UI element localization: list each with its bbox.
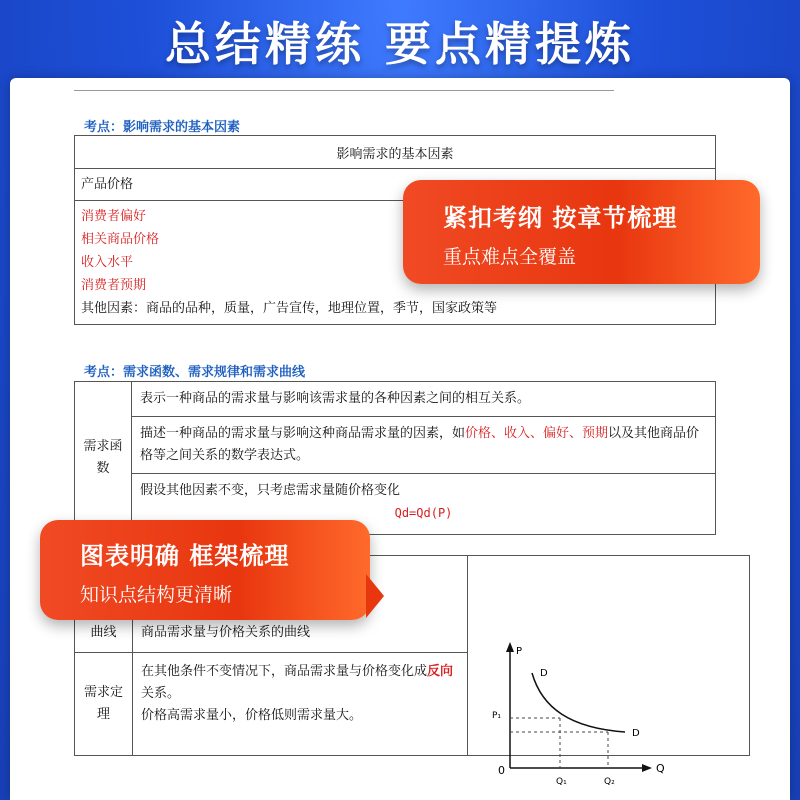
- description-text: 描述一种商品的需求量与影响这种商品需求量的因素，如: [140, 426, 466, 441]
- curve-end-label: D: [632, 728, 640, 739]
- factor-item: 相关商品价格: [81, 232, 160, 247]
- curve-text: 商品需求量与价格关系的曲线: [133, 556, 468, 653]
- q2-label: Q₂: [604, 777, 615, 787]
- callout-framework: [40, 520, 370, 620]
- curve-label: 曲线: [75, 556, 133, 653]
- factor-item: 收入水平: [81, 255, 134, 270]
- assumption-text: 假设其他因素不变，只考虑需求量随价格变化: [140, 483, 401, 498]
- description-row: [132, 417, 716, 474]
- factors-header: 影响需求的基本因素: [75, 136, 716, 169]
- callout-framework-subtitle: 知识点结构更清晰: [80, 584, 233, 606]
- demand-formula: Qd=Qd(P): [394, 506, 453, 520]
- law-label: 需求定理: [75, 653, 133, 756]
- callout-outline-subtitle: 重点难点全覆盖: [443, 246, 577, 268]
- demand-function-label: 需求函数: [75, 382, 132, 535]
- factor-item: 消费者预期: [81, 278, 147, 293]
- origin-label: 0: [498, 764, 505, 777]
- price-row: 产品价格: [75, 169, 716, 201]
- axis-p-label: P: [516, 646, 523, 657]
- law-text-pre: 在其他条件不变情况下，商品需求量与价格变化成: [141, 664, 428, 679]
- p-axis-arrow: [506, 642, 514, 652]
- demand-curve-graph: [480, 638, 680, 788]
- law-text: [133, 653, 468, 756]
- callout-outline: [403, 180, 760, 284]
- q-axis-arrow: [642, 764, 652, 772]
- callout-outline-title: 紧扣考纲 按章节梳理: [443, 204, 678, 232]
- top-rule: [74, 90, 614, 91]
- section2-title: 考点：需求函数、需求规律和需求曲线: [84, 365, 306, 380]
- p1-label: P₁: [492, 711, 502, 721]
- other-factors: 其他因素：商品的品种，质量，广告宣传，地理位置，季节，国家政策等: [81, 301, 498, 316]
- q1-label: Q₁: [556, 777, 567, 787]
- section1-title: 考点：影响需求的基本因素: [84, 120, 241, 135]
- law-line2: 价格高需求量小，价格低则需求量大。: [141, 708, 363, 723]
- law-text-post: 关系。: [141, 686, 181, 701]
- headline: 总结精练 要点精提炼: [164, 17, 635, 71]
- demand-function-table: [74, 381, 716, 535]
- axis-q-label: Q: [656, 762, 665, 775]
- law-text-red: 反向: [427, 664, 454, 679]
- description-tail: 以及其他商品价格等之间关系的数学表达式。: [140, 426, 700, 463]
- description-red: 价格、收入、偏好、预期: [465, 426, 609, 441]
- definition-row: 表示一种商品的需求量与影响该需求量的各种因素之间的相互关系。: [132, 382, 716, 417]
- factor-item: 消费者偏好: [81, 209, 147, 224]
- callout-framework-title: 图表明确 框架梳理: [80, 542, 290, 570]
- curve-start-label: D: [540, 668, 548, 679]
- demand-curve: [532, 673, 625, 732]
